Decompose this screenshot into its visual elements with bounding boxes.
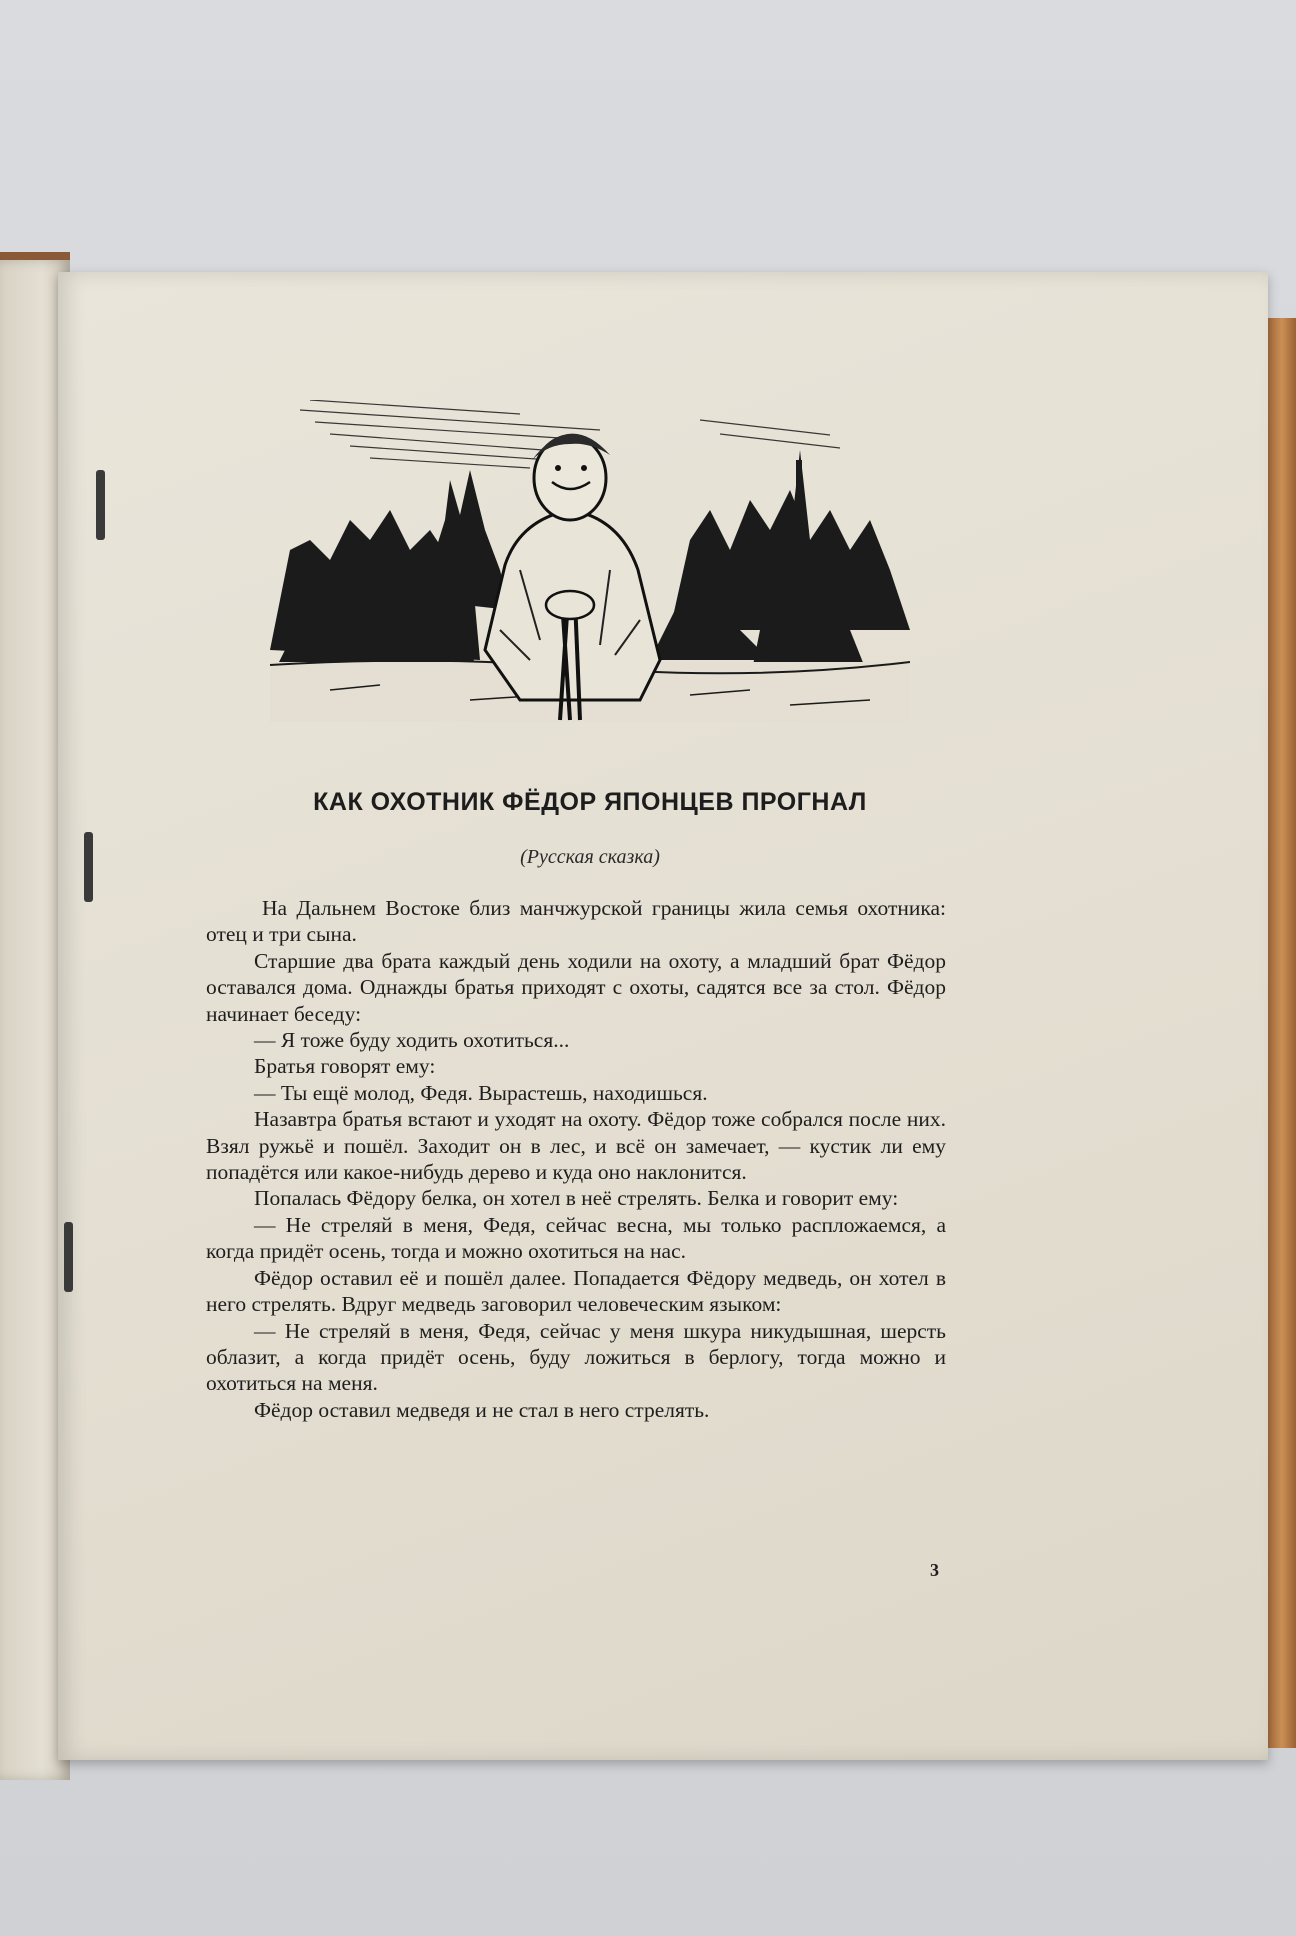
story-subtitle: (Русская сказка)	[520, 846, 660, 868]
story-body	[206, 895, 946, 1423]
paragraph: Старшие два брата каждый день ходили на охоту, а младший брат Фёдор оставался дома. Однажды братья приходят с охоты, садятся все за стол. Фёдор начинает беседу:	[206, 948, 946, 1026]
paragraph: Братья говорят ему:	[254, 1054, 436, 1079]
hunter-in-forest-engraving-icon	[270, 400, 910, 725]
staple-bottom	[64, 1222, 73, 1292]
paragraph: — Не стреляй в меня, Федя, сейчас весна, мы только распложаемся, а когда придёт осень, тогда и можно охотиться на нас.	[206, 1212, 946, 1264]
paragraph: Попалась Фёдору белка, он хотел в неё стрелять. Белка и говорит ему:	[254, 1186, 899, 1211]
staple-middle	[84, 832, 93, 902]
page-number: 3	[930, 1560, 939, 1580]
paragraph: — Я тоже буду ходить охотиться...	[254, 1028, 570, 1053]
book-cover-edge	[1268, 318, 1296, 1748]
paragraph: Назавтра братья встают и уходят на охоту. Фёдор тоже собрался после них. Взял ружьё и пошёл. Заходит он в лес, и всё он замечает, — кустик ли ему попадётся или какое-нибудь дерево и куда оно наклонится.	[206, 1107, 946, 1185]
paragraph: — Ты ещё молод, Федя. Вырастешь, находишься.	[254, 1080, 708, 1105]
staple-top	[96, 470, 105, 540]
story-title: КАК ОХОТНИК ФЁДОР ЯПОНЦЕВ ПРОГНАЛ	[313, 788, 867, 816]
paragraph: Фёдор оставил её и пошёл далее. Попадается Фёдору медведь, он хотел в него стрелять. Вдруг медведь заговорил человеческим языком:	[206, 1265, 946, 1317]
paragraph: На Дальнем Востоке близ манчжурской границы жила семья охотника: отец и три сына.	[206, 896, 946, 947]
paragraph: — Не стреляй в меня, Федя, сейчас у меня шкура никудышная, шерсть облазит, а когда придёт осень, буду ложиться в берлогу, тогда можно и охотиться на меня.	[206, 1318, 946, 1396]
paragraph: Фёдор оставил медведя и не стал в него стрелять.	[254, 1397, 710, 1422]
